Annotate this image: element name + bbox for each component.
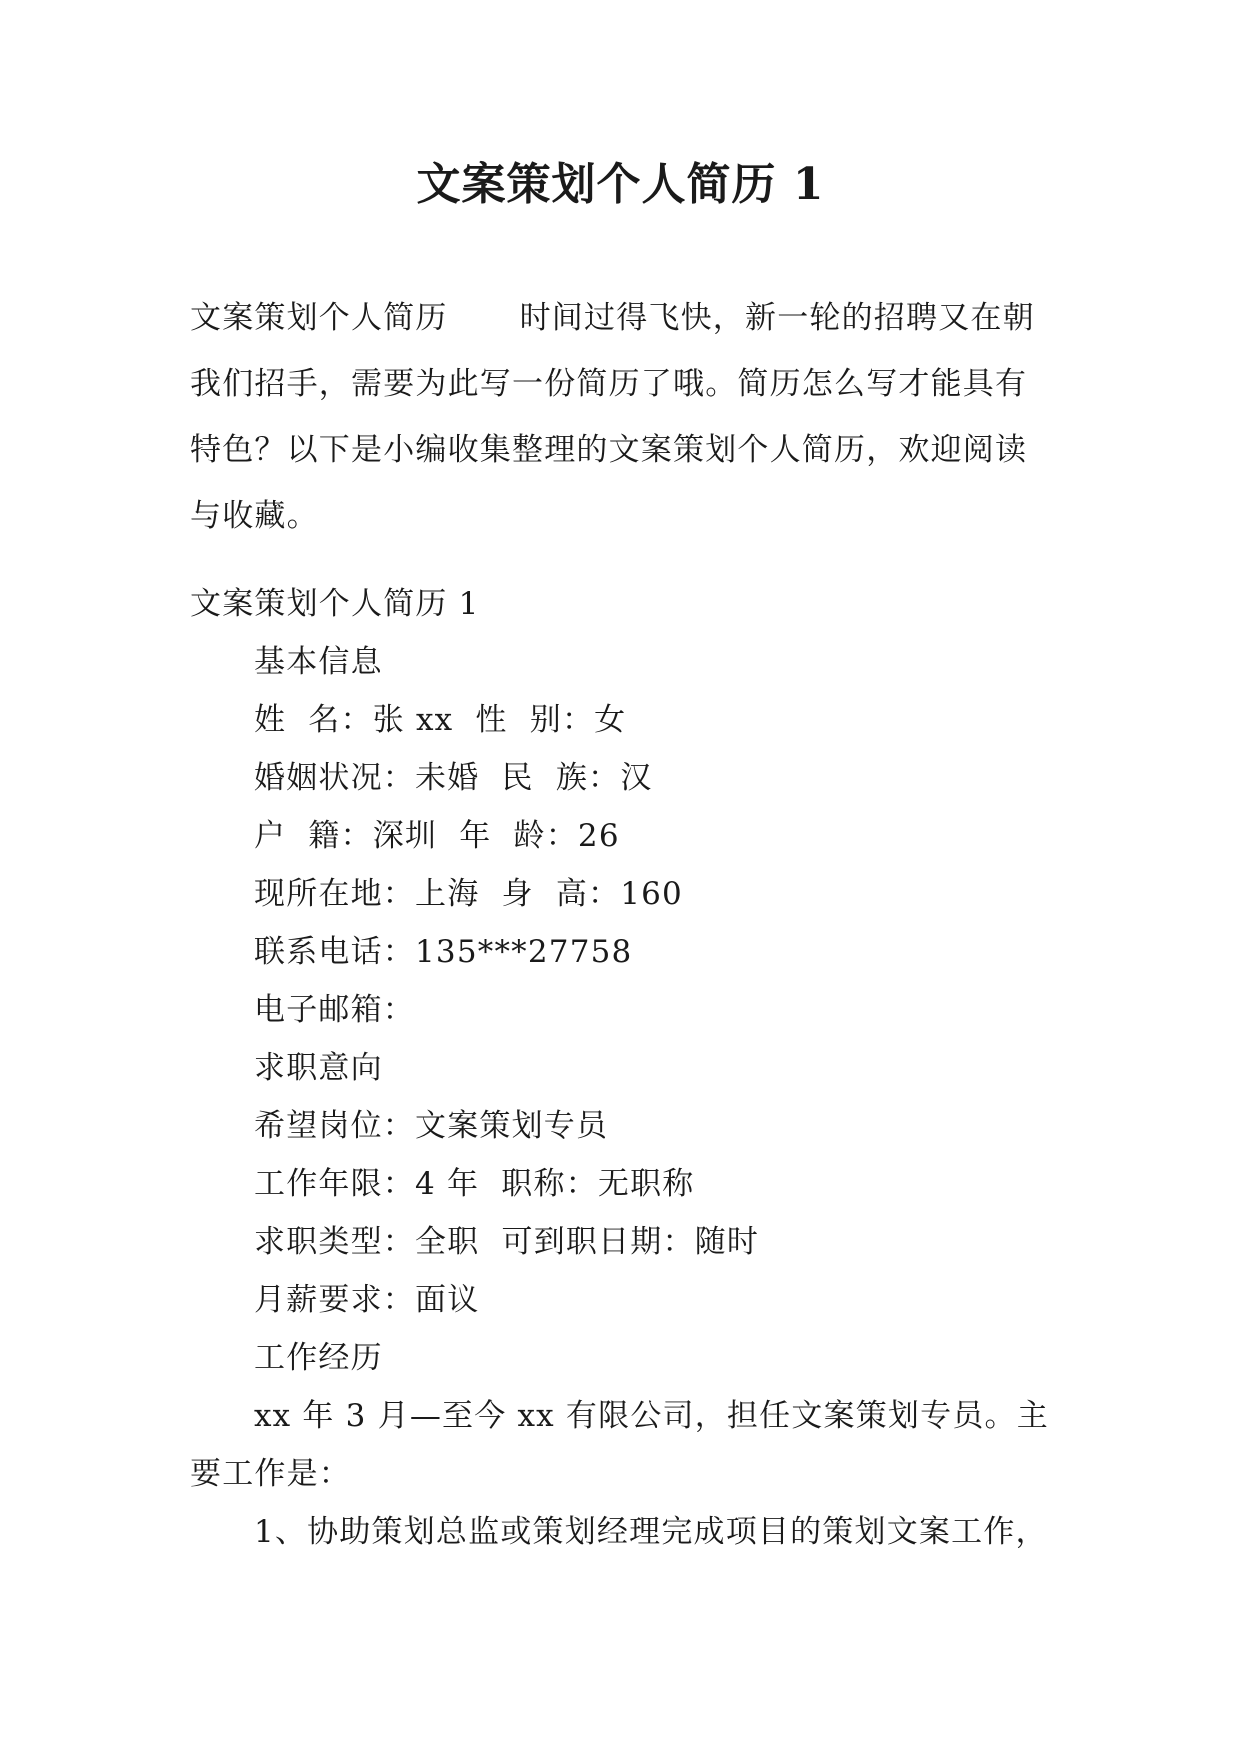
info-phone: 联系电话：135***27758 [254,934,633,970]
info-location-height: 现所在地：上海 身 高：160 [254,876,683,912]
info-email: 电子邮箱： [254,992,415,1028]
intention-type-availability: 求职类型：全职 可到职日期：随时 [254,1224,760,1260]
info-hukou-age: 户 籍：深圳 年 龄：26 [254,818,620,854]
heading-basic-info: 基本信息 [254,644,383,680]
document-title: 文案策划个人简历 1 [416,159,825,210]
intro-paragraph [190,285,1052,549]
info-marital-ethnicity: 婚姻状况：未婚 民 族：汉 [254,760,653,796]
intro-lead: 文案策划个人简历 [190,300,448,336]
work-experience-paragraph: xx 年 3 月—至今 xx 有限公司，担任文案策划专员。主要工作是： [190,1398,1049,1492]
heading-job-intention: 求职意向 [254,1050,383,1086]
intention-salary: 月薪要求：面议 [254,1282,480,1318]
resume-section [190,575,1052,1561]
intention-years-title: 工作年限：4 年 职称：无职称 [254,1166,695,1202]
section-heading: 文案策划个人简历 1 [190,586,480,622]
heading-work-experience: 工作经历 [254,1340,383,1376]
duty-item-1: 1、协助策划总监或策划经理完成项目的策划文案工作， [254,1514,1048,1550]
intention-position: 希望岗位：文案策划专员 [254,1108,609,1144]
info-name-gender: 姓 名：张 xx 性 别：女 [254,702,627,738]
intro-body: 时间过得飞快，新一轮的招聘又在朝我们招手，需要为此写一份简历了哦。简历怎么写才能具有特色？以下是小编收集整理的文案策划个人简历，欢迎阅读与收藏。 [190,300,1035,534]
